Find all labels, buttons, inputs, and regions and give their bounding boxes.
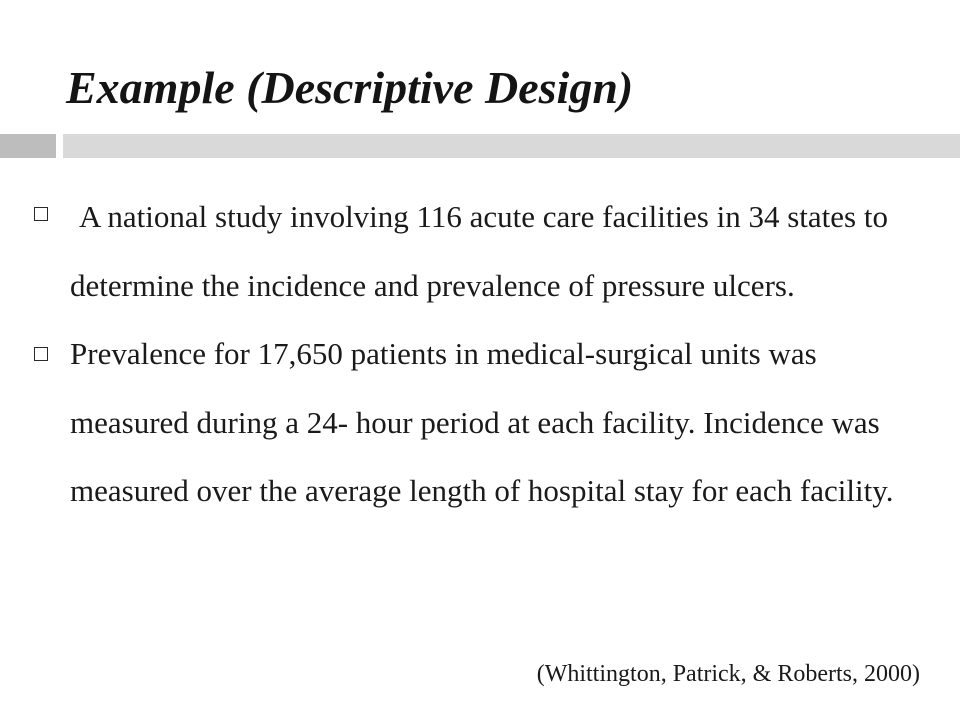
- title-rule-right: [63, 134, 960, 158]
- slide-title: Example (Descriptive Design): [66, 62, 634, 113]
- bullet-item: [34, 320, 934, 526]
- bullet-text: A national study involving 116 acute care facilities in 34 states to determine the incidence and prevalence of pressure ulcers.: [70, 199, 888, 303]
- bullet-text: Prevalence for 17,650 patients in medical-surgical units was measured during a 24- hour period at each facility. Incidence was measured over the average length of hospital stay for each facility.: [70, 336, 894, 508]
- square-bullet-icon: [34, 347, 48, 361]
- bullet-item: [34, 183, 934, 320]
- square-bullet-icon: [34, 207, 48, 221]
- bullet-list: [34, 183, 934, 526]
- title-rule-left: [0, 134, 56, 158]
- citation: (Whittington, Patrick, & Roberts, 2000): [536, 661, 920, 687]
